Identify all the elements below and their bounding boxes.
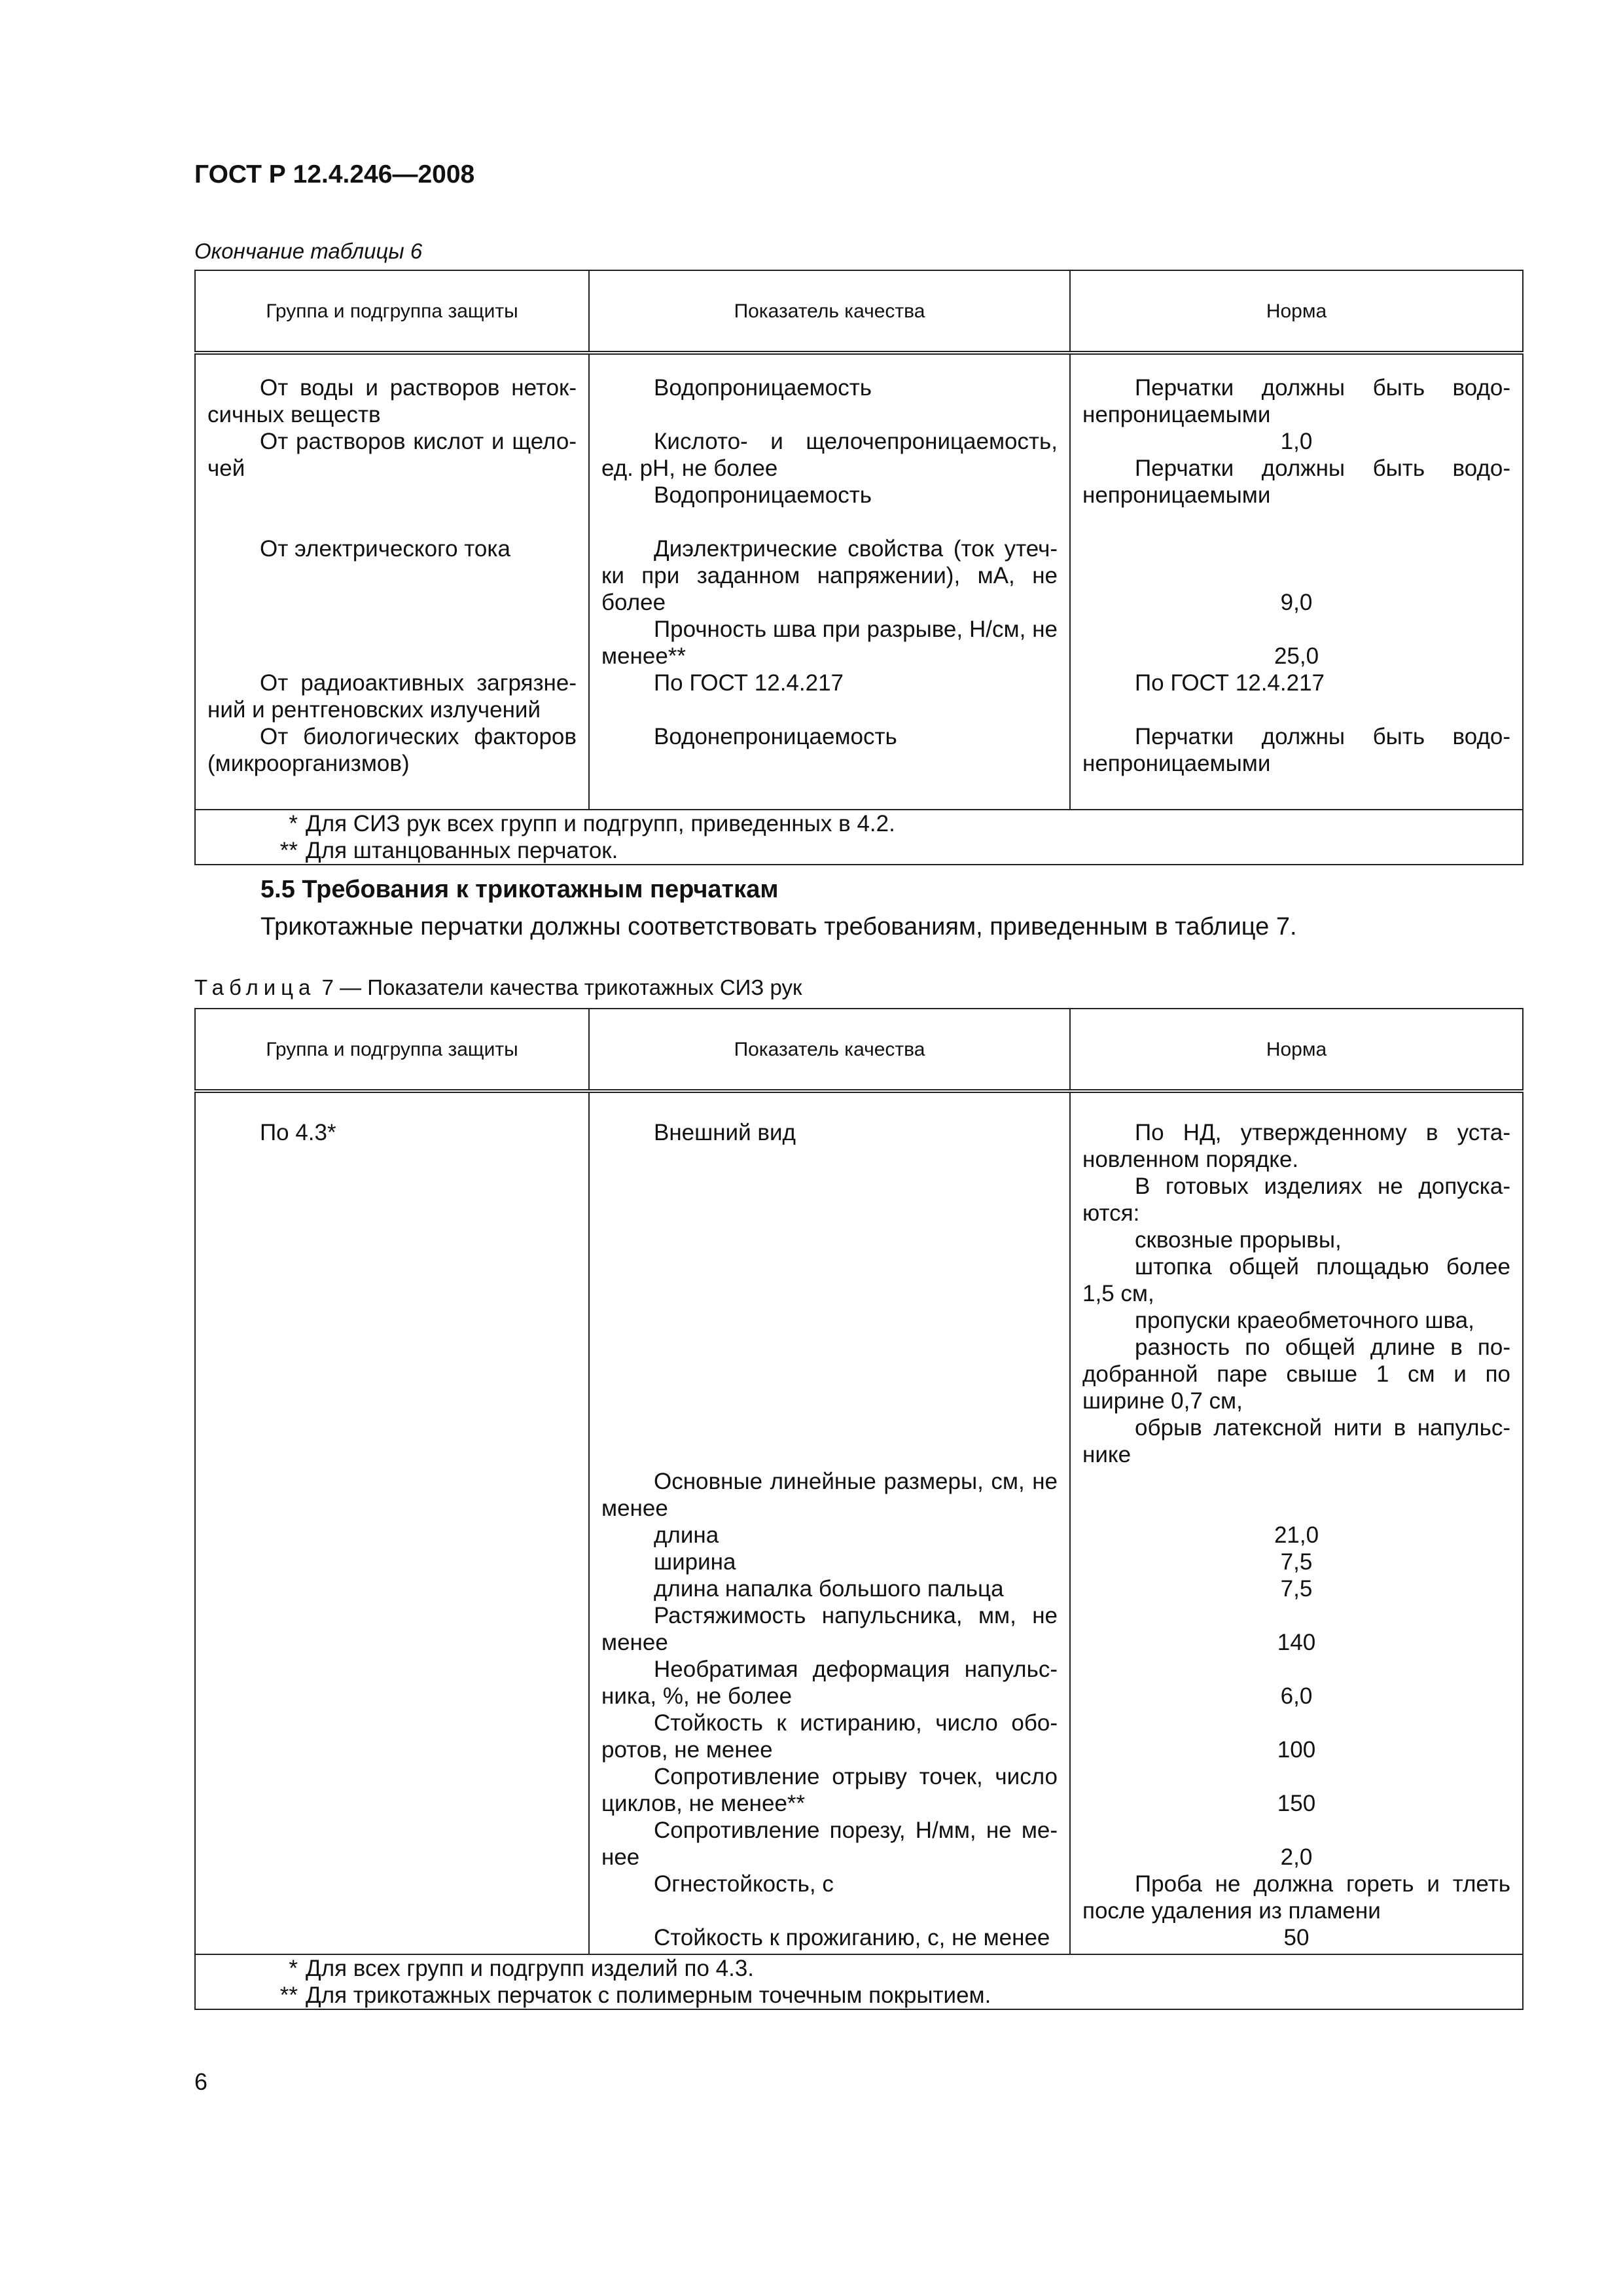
norm-item: По ГОСТ 12.4.217 — [1135, 670, 1325, 696]
norm-item: 7,5 — [1280, 1576, 1313, 1602]
norm-item: Перчатки должны быть водо-непроницаемыми — [1082, 375, 1510, 427]
footnote — [196, 1955, 1522, 1982]
protection-group-cell — [195, 1091, 589, 1954]
group-item: От радиоактивных загрязне-ний и рентгеновских излучений — [207, 670, 577, 723]
footnote — [196, 810, 1522, 837]
indicator-item: Прочность шва при разрыве, Н/см, не менее** — [601, 617, 1058, 669]
norm-item: По НД, утвержденному в уста-новленном порядке. — [1082, 1120, 1510, 1172]
indicator-item: По ГОСТ 12.4.217 — [654, 670, 844, 696]
norm-item: 6,0 — [1280, 1683, 1313, 1709]
table-continuation-caption: Окончание таблицы 6 — [194, 239, 423, 263]
norm-item: 1,0 — [1280, 429, 1313, 454]
column-header-group: Группа и подгруппа защиты — [195, 270, 589, 353]
indicator-item: Внешний вид — [654, 1120, 796, 1145]
indicator-item: Водопроницаемость — [654, 375, 872, 401]
indicator-item: Стойкость к истиранию, число обо-ротов, не менее — [601, 1710, 1058, 1763]
norm-item: 100 — [1277, 1737, 1316, 1763]
norm-item: 2,0 — [1280, 1844, 1313, 1870]
indicator-item: Водонепроницаемость — [654, 724, 897, 749]
protection-group-cell — [195, 353, 589, 810]
footnote — [196, 1982, 1522, 2009]
indicator-item: Сопротивление отрыву точек, число циклов, не менее** — [601, 1764, 1058, 1816]
footnote-mark: ** — [279, 838, 298, 863]
table-footnotes — [195, 810, 1523, 865]
table-7 — [194, 1008, 1524, 2010]
indicator-item: Диэлектрические свойства (ток утеч-ки при заданном напряжении), мА, не более — [601, 536, 1058, 615]
norm-item: обрыв латексной нити в напульс-нике — [1082, 1415, 1510, 1467]
column-header-group: Группа и подгруппа защиты — [195, 1009, 589, 1091]
norm-item: 7,5 — [1280, 1549, 1313, 1575]
footnote-mark: ** — [279, 1982, 298, 2008]
norm-item: штопка общей площадью более 1,5 см, — [1082, 1254, 1510, 1306]
norm-item: 9,0 — [1280, 590, 1313, 615]
column-header-indicator: Показатель качества — [589, 270, 1070, 353]
footnote — [196, 837, 1522, 864]
norm-item: сквозные прорывы, — [1135, 1227, 1342, 1253]
norm-item: пропуски краеобметочного шва, — [1135, 1308, 1474, 1333]
norm-item: разность по общей длине в по-добранной паре свыше 1 см и по ширине 0,7 см, — [1082, 1335, 1510, 1414]
norm-item: 150 — [1277, 1791, 1316, 1816]
quality-indicator-cell — [589, 353, 1070, 810]
norm-item: Перчатки должны быть водо-непроницаемыми — [1082, 724, 1510, 776]
group-item: От биологических факторов (микроорганизмов) — [207, 724, 577, 776]
indicator-item: Необратимая деформация напульс-ника, %, не более — [601, 1657, 1058, 1709]
indicator-item: длина напалка большого пальца — [654, 1576, 1004, 1602]
norm-item: 140 — [1277, 1630, 1316, 1655]
indicator-item: Растяжимость напульсника, мм, не менее — [601, 1603, 1058, 1655]
table-word: Таблица — [194, 975, 316, 999]
norm-item: В готовых изделиях не допуска-ются: — [1082, 1174, 1510, 1226]
indicator-item: длина — [654, 1522, 719, 1548]
footnote-mark: * — [289, 811, 298, 836]
norm-cell — [1070, 353, 1523, 810]
indicator-item: Стойкость к прожиганию, с, не менее — [654, 1925, 1050, 1950]
indicator-item: Сопротивление порезу, Н/мм, не ме-нее — [601, 1818, 1058, 1870]
footnote-mark: * — [289, 1956, 298, 1981]
column-header-indicator: Показатель качества — [589, 1009, 1070, 1091]
table-footnotes — [195, 1954, 1523, 2009]
footnote-text: Для СИЗ рук всех групп и подгрупп, приведенных в 4.2. — [306, 811, 895, 836]
norm-item: Перчатки должны быть водо-непроницаемыми — [1082, 456, 1510, 508]
page-number: 6 — [194, 2068, 208, 2095]
norm-item: 25,0 — [1274, 643, 1319, 669]
section-heading: 5.5 Требования к трикотажным перчаткам — [260, 876, 779, 903]
group-item: От электрического тока — [260, 536, 510, 562]
indicator-item: ширина — [654, 1549, 736, 1575]
norm-item: 21,0 — [1274, 1522, 1319, 1548]
table-7-title — [194, 975, 802, 1000]
column-header-norm: Норма — [1070, 1009, 1523, 1091]
table-6 — [194, 270, 1524, 865]
section-paragraph: Трикотажные перчатки должны соответствовать требованиям, приведенным в таблице 7. — [260, 913, 1297, 941]
footnote-text: Для штанцованных перчаток. — [306, 838, 618, 863]
group-item: От воды и растворов неток-сичных веществ — [207, 375, 577, 427]
footnote-text: Для всех групп и подгрупп изделий по 4.3. — [306, 1956, 755, 1981]
group-item: По 4.3* — [260, 1120, 336, 1145]
indicator-item: Кислото- и щелочепроницаемость, ед. pH, не более — [601, 429, 1058, 481]
footnote-text: Для трикотажных перчаток с полимерным точечным покрытием. — [306, 1982, 991, 2008]
indicator-item: Водопроницаемость — [654, 482, 872, 508]
column-header-norm: Норма — [1070, 270, 1523, 353]
quality-indicator-cell — [589, 1091, 1070, 1954]
indicator-item: Основные линейные размеры, см, не менее — [601, 1469, 1058, 1521]
document-header: ГОСТ Р 12.4.246—2008 — [194, 160, 475, 188]
norm-item: Проба не должна гореть и тлеть после удаления из пламени — [1082, 1871, 1510, 1924]
table-title-text: 7 — Показатели качества трикотажных СИЗ рук — [321, 975, 802, 999]
indicator-item: Огнестойкость, с — [654, 1871, 834, 1897]
norm-item: 50 — [1283, 1925, 1310, 1950]
norm-cell — [1070, 1091, 1523, 1954]
group-item: От растворов кислот и щело-чей — [207, 429, 577, 481]
